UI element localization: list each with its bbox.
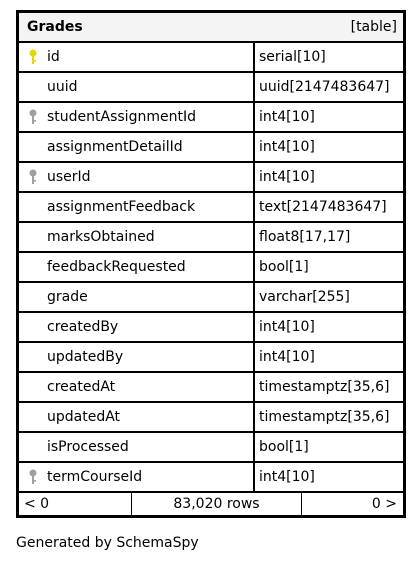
column-type: timestamptz[35,6] bbox=[259, 409, 390, 425]
column-name: termCourseId bbox=[47, 469, 143, 485]
column-type: timestamptz[35,6] bbox=[259, 379, 390, 395]
generated-by-label: Generated by SchemaSpy bbox=[16, 535, 199, 551]
column-row[interactable] bbox=[19, 163, 403, 193]
column-type: bool[1] bbox=[259, 259, 309, 275]
table-header bbox=[19, 13, 403, 43]
column-type: serial[10] bbox=[259, 49, 326, 65]
column-name: id bbox=[47, 49, 60, 65]
column-name-cell bbox=[19, 103, 255, 131]
column-name: isProcessed bbox=[47, 439, 129, 455]
column-type: varchar[255] bbox=[259, 289, 350, 305]
table-name: Grades bbox=[27, 19, 83, 35]
column-name-cell bbox=[19, 463, 255, 491]
column-name-cell bbox=[19, 373, 255, 401]
column-name-cell bbox=[19, 223, 255, 251]
column-list bbox=[19, 43, 403, 493]
column-type: int4[10] bbox=[259, 469, 315, 485]
column-name-cell bbox=[19, 343, 255, 371]
column-type: uuid[2147483647] bbox=[259, 79, 390, 95]
column-name-cell bbox=[19, 313, 255, 341]
column-row[interactable] bbox=[19, 403, 403, 433]
column-name: uuid bbox=[47, 79, 78, 95]
column-type: int4[10] bbox=[259, 139, 315, 155]
column-row[interactable] bbox=[19, 283, 403, 313]
column-name-cell bbox=[19, 133, 255, 161]
table-kind: [table] bbox=[350, 19, 397, 35]
column-row[interactable] bbox=[19, 343, 403, 373]
table-footer bbox=[19, 493, 403, 515]
column-type: int4[10] bbox=[259, 349, 315, 365]
column-row[interactable] bbox=[19, 133, 403, 163]
column-name: createdAt bbox=[47, 379, 116, 395]
column-type: float8[17,17] bbox=[259, 229, 351, 245]
column-name: studentAssignmentId bbox=[47, 109, 196, 125]
column-row[interactable] bbox=[19, 223, 403, 253]
column-row[interactable] bbox=[19, 253, 403, 283]
column-name-cell bbox=[19, 73, 255, 101]
column-name: assignmentDetailId bbox=[47, 139, 183, 155]
column-type: int4[10] bbox=[259, 319, 315, 335]
column-name-cell bbox=[19, 283, 255, 311]
column-name: assignmentFeedback bbox=[47, 199, 196, 215]
column-row[interactable] bbox=[19, 193, 403, 223]
column-name: userId bbox=[47, 169, 91, 185]
column-name-cell bbox=[19, 433, 255, 461]
foreign-key-icon bbox=[28, 469, 38, 485]
grades-table-node[interactable] bbox=[16, 10, 406, 518]
foreign-key-icon bbox=[28, 109, 38, 125]
column-name: updatedBy bbox=[47, 349, 124, 365]
column-row[interactable] bbox=[19, 103, 403, 133]
column-name: grade bbox=[47, 289, 88, 305]
primary-key-icon bbox=[28, 49, 38, 65]
column-type: bool[1] bbox=[259, 439, 309, 455]
column-name-cell bbox=[19, 253, 255, 281]
column-row[interactable] bbox=[19, 463, 403, 493]
column-type: int4[10] bbox=[259, 169, 315, 185]
row-count: 83,020 rows bbox=[132, 493, 302, 515]
column-name-cell bbox=[19, 403, 255, 431]
column-name: updatedAt bbox=[47, 409, 121, 425]
column-name: createdBy bbox=[47, 319, 119, 335]
column-row[interactable] bbox=[19, 73, 403, 103]
column-type: int4[10] bbox=[259, 109, 315, 125]
column-name: feedbackRequested bbox=[47, 259, 186, 275]
column-name-cell bbox=[19, 43, 255, 71]
column-row[interactable] bbox=[19, 373, 403, 403]
column-name: marksObtained bbox=[47, 229, 155, 245]
column-name-cell bbox=[19, 193, 255, 221]
column-row[interactable] bbox=[19, 433, 403, 463]
foreign-key-icon bbox=[28, 169, 38, 185]
column-name-cell bbox=[19, 163, 255, 191]
parents-count[interactable]: < 0 bbox=[19, 493, 132, 515]
column-type: text[2147483647] bbox=[259, 199, 387, 215]
column-row[interactable] bbox=[19, 313, 403, 343]
children-count[interactable]: 0 > bbox=[371, 496, 397, 512]
column-row[interactable] bbox=[19, 43, 403, 73]
